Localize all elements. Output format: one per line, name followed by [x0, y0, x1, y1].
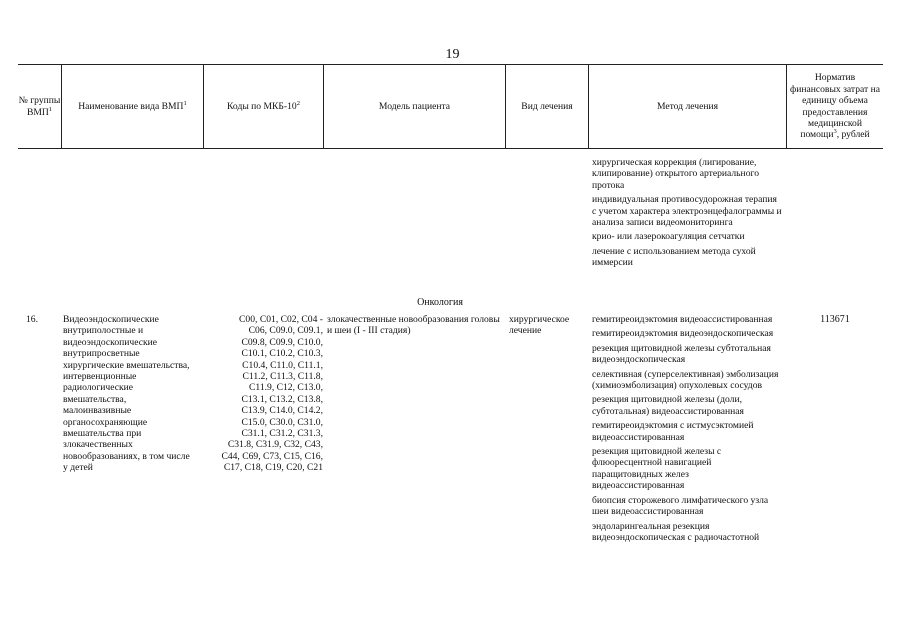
row-number: 16. — [26, 314, 38, 325]
method-item: хирургическая коррекция (лигирование, клипирование) открытого артериального протока — [592, 157, 759, 191]
icd-code-line: C11.9, C12, C13.0, — [248, 382, 323, 394]
icd-code-line: C00, C01, C02, C04 - — [239, 314, 323, 325]
icd-code-line: C15.0, C30.0, C31.0, — [241, 416, 323, 428]
method-item: гемитиреоидэктомия видеоассистированная — [592, 314, 773, 325]
icd-code-line: C10.4, C11.0, C11.1, — [242, 359, 323, 371]
method-item: резекция щитовидной железы (доли, субтотальная) видеоассистированная — [592, 394, 744, 417]
patient-model: злокачественные новообразования головы и шеи (I - III стадия) — [327, 314, 500, 337]
section-title: Онкология — [417, 297, 463, 308]
cost-value: 113671 — [820, 314, 850, 325]
header-treatment-type: Вид лечения — [521, 100, 573, 112]
header-cost-standard: Норматив финансовых затрат на единицу объема предоставления медицинской помощи$^3$, рублей — [790, 72, 881, 141]
icd-code-line: C06, C09.0, C09.1, — [248, 325, 323, 337]
header-bottom-border — [18, 148, 883, 149]
icd-code-line: C13.1, C13.2, C13.8, — [241, 393, 323, 405]
header-patient-model: Модель пациента — [378, 100, 451, 112]
vmp-name: Видеоэндоскопические внутриполостные и видеоэндоскопические внутрипросветные хирургические вмешательства, интервенционные радиологические вмешательства, малоинвазивные органосохраняющие вмешательства при злокачественных новообразованиях, в том числе у детей — [63, 314, 190, 474]
method-item: гемитиреоидэктомия видеоэндоскопическая — [592, 328, 774, 340]
method-item: биопсия сторожевого лимфатического узла шеи видеоассистированная — [592, 494, 769, 518]
icd-code-line: C10.1, C10.2, C10.3, — [241, 348, 323, 360]
icd-code-line: C11.2, C11.3, C11.8, — [242, 371, 323, 383]
method-item: индивидуальная противосудорожная терапия с учетом характера электроэнцефалограммы и анализа записи видеомониторинга — [592, 194, 782, 229]
icd-code-line: C31.8, C31.9, C32, C43, — [227, 439, 323, 451]
page-number: 19 — [445, 47, 460, 62]
methods-list — [592, 314, 782, 546]
icd-code-line: C13.9, C14.0, C14.2, — [241, 405, 323, 417]
header-column-divider — [786, 64, 787, 149]
header-treatment-method: Метод лечения — [656, 100, 719, 112]
method-item: резекция щитовидной железы с флюоресцентной навигацией паращитовидных желез видеоассистированная — [592, 446, 722, 492]
method-item: крио- или лазерокоагуляция сетчатки — [592, 231, 745, 243]
method-item: селективная (суперселективная) эмболизация (химиоэмболизация) опухолевых сосудов — [592, 368, 779, 392]
method-item: лечение с использованием метода сухой иммерсии — [592, 245, 756, 269]
icd-codes-list — [198, 314, 323, 474]
header-group-number: № группы ВМП$^1$ — [18, 95, 61, 118]
icd-code-line: C17, C18, C19, C20, C21 — [223, 462, 323, 474]
continued-methods-list — [592, 157, 782, 272]
method-item: эндоларингеальная резекция видеоэндоскопическая с радиочастотной — [592, 520, 760, 543]
icd-code-line: C31.1, C31.2, C31.3, — [241, 428, 323, 440]
method-item: резекция щитовидной железы субтотальная видеоэндоскопическая — [592, 342, 771, 366]
icd-code-line: C44, C69, C73, C15, C16, — [221, 450, 323, 462]
method-item: гемитиреоидэктомия с истмусэктомией видеоассистированная — [592, 420, 754, 443]
icd-code-line: C09.8, C09.9, C10.0, — [241, 336, 323, 348]
header-icd-codes: Коды по МКБ-$10^2$ — [227, 99, 300, 112]
header-vmp-type: Наименование вида ВМП$^1$ — [78, 99, 187, 112]
treatment-type: хирургическое лечение — [509, 314, 570, 337]
